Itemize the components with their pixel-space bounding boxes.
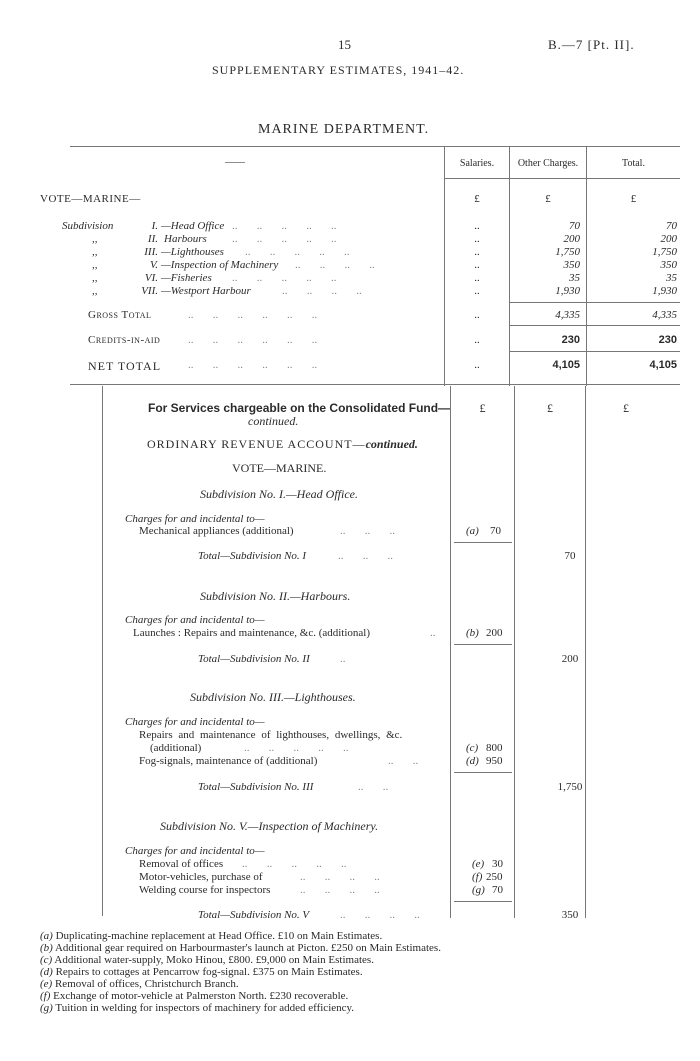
summary-row-total: 350 [660, 259, 677, 271]
footnote-mark: (c) [40, 954, 53, 966]
footnote-text: Exchange of motor-vehicle at Palmerston North. £230 recoverable. [53, 990, 349, 1002]
section-title: Subdivision No. V.—Inspection of Machinery. [160, 819, 379, 833]
gross-total-label: Gross Total [88, 309, 152, 321]
section-total-rule [454, 772, 512, 773]
summary-row-other: 350 [563, 259, 580, 271]
charge-item-amount: 70 [492, 884, 503, 896]
consolidated-fund-heading: For Services chargeable on the Consolidated Fund— [148, 401, 451, 415]
summary-bottom-rule [70, 384, 680, 385]
section-title: Subdivision No. III.—Lighthouses. [190, 690, 356, 704]
charge-item-ref: (a) [466, 525, 479, 537]
charge-item-ref: (g) [472, 884, 485, 896]
footnote [40, 978, 239, 990]
footnote-text: Tuition in welding for inspectors of machinery for added efficiency. [55, 1002, 355, 1014]
col-header-total: Total. [622, 158, 645, 169]
charge-item-ref: (e) [472, 858, 485, 870]
summary-row-other: 1,750 [555, 246, 580, 258]
footnote-text: Additional water-supply, Moko Hinou, £800. £9,000 on Main Estimates. [54, 954, 374, 966]
charge-item-ref: (b) [466, 627, 479, 639]
summary-row-other: 70 [569, 220, 580, 232]
ditto-mark: ,, [92, 259, 98, 271]
charge-item-text: Repairs and maintenance of lighthouses, dwellings, &c. [139, 729, 403, 741]
summary-row-total: 1,750 [652, 246, 677, 258]
section-total-amount: 1,750 [557, 781, 583, 793]
summary-row-other: 200 [563, 233, 580, 245]
detail-col-rule-2 [514, 386, 515, 918]
summary-row-num: I. [151, 220, 158, 232]
running-title: SUPPLEMENTARY ESTIMATES, 1941–42. [212, 63, 465, 77]
account-heading-continued: continued. [365, 437, 418, 451]
paper-reference: B.—7 [Pt. II]. [548, 37, 635, 52]
section-total-label: Total—Subdivision No. II [198, 653, 310, 665]
summary-row-total: 70 [666, 220, 677, 232]
pound-salaries: £ [474, 193, 480, 205]
ditto-mark: ,, [92, 246, 98, 258]
ditto-mark: ,, [92, 233, 98, 245]
summary-row-num: III. [144, 246, 158, 258]
summary-row-total: 200 [660, 233, 677, 245]
net-rule [509, 351, 680, 352]
leader-dots: .. .. .. .. .. [245, 246, 350, 258]
credits-in-aid-label: Credits-in-aid [88, 334, 161, 346]
charge-item-amount: 950 [486, 755, 503, 767]
account-heading [147, 437, 418, 452]
credits-other: 230 [561, 334, 580, 346]
pound-other: £ [545, 193, 551, 205]
charge-item-amount: 200 [486, 627, 503, 639]
net-total-label: NET TOTAL [88, 359, 162, 373]
charge-item-text: (additional) [150, 742, 202, 754]
col-header-dash: —— [225, 157, 245, 168]
summary-header-rule [444, 178, 680, 179]
summary-row-salaries: .. [474, 233, 480, 245]
charge-item-text: Fog-signals, maintenance of (additional) [139, 755, 318, 767]
net-total-total: 4,105 [649, 359, 677, 371]
leader-dots: .. .. .. .. [300, 871, 380, 883]
gross-total-other: 4,335 [555, 309, 580, 321]
charge-item-text: Mechanical appliances (additional) [139, 525, 294, 537]
charge-item-amount: 250 [486, 871, 503, 883]
charges-intro: Charges for and incidental to— [125, 513, 265, 525]
footnote-text: Duplicating-machine replacement at Head Office. £10 on Main Estimates. [55, 930, 383, 942]
credits-total: 230 [658, 334, 677, 346]
leader-dots: .. .. .. .. [340, 909, 420, 921]
summary-row-name: —Fisheries [161, 272, 212, 284]
summary-row-other: 35 [569, 272, 580, 284]
charge-item-ref: (d) [466, 755, 479, 767]
leader-dots: .. .. .. .. .. [244, 742, 349, 754]
charge-item-ref: (c) [466, 742, 479, 754]
col-header-other-charges: Other Charges. [517, 158, 579, 169]
leader-dots: .. .. .. .. .. [232, 233, 337, 245]
leader-dots: .. [340, 653, 346, 665]
charges-intro: Charges for and incidental to— [125, 614, 265, 626]
footnote-mark: (g) [40, 1002, 53, 1014]
footnote [40, 954, 374, 966]
page-number: 15 [338, 37, 351, 52]
footnote-mark: (a) [40, 930, 53, 942]
detail-col-rule-1 [450, 386, 451, 918]
footnote-mark: (e) [40, 978, 53, 990]
summary-top-rule [70, 146, 680, 147]
summary-row-name: —Head Office [161, 220, 225, 232]
leader-dots: .. .. .. [338, 550, 393, 562]
leader-dots: .. [430, 627, 436, 639]
leader-dots: .. .. .. .. [295, 259, 375, 271]
summary-row-total: 35 [666, 272, 677, 284]
summary-row-name: Harbours [164, 233, 207, 245]
detail-pound-1: £ [479, 401, 486, 415]
summary-row-salaries: .. [474, 259, 480, 271]
section-total-label: Total—Subdivision No. I [198, 550, 307, 562]
gross-total-total: 4,335 [652, 309, 677, 321]
footnote [40, 930, 382, 942]
footnote [40, 966, 363, 978]
section-total-label: Total—Subdivision No. III [198, 781, 314, 793]
leader-dots: .. .. .. .. [300, 884, 380, 896]
section-total-amount: 70 [564, 550, 576, 562]
charge-item-amount: 30 [492, 858, 503, 870]
summary-row-num: VII. [141, 285, 158, 297]
footnote [40, 942, 441, 954]
footnote-mark: (d) [40, 966, 53, 978]
footnote-mark: (b) [40, 942, 53, 954]
leader-dots: .. .. .. .. .. .. [188, 359, 318, 371]
leader-dots: .. .. .. .. .. [242, 858, 347, 870]
leader-dots: .. .. .. .. .. [232, 220, 337, 232]
summary-row-salaries: .. [474, 285, 480, 297]
ditto-mark: ,, [92, 285, 98, 297]
leader-dots: .. .. .. .. .. .. [188, 309, 318, 321]
charges-intro: Charges for and incidental to— [125, 845, 265, 857]
ditto-mark: ,, [92, 272, 98, 284]
detail-pound-3: £ [623, 401, 629, 415]
leader-dots: .. .. .. .. .. .. [188, 334, 318, 346]
department-title: MARINE DEPARTMENT. [258, 122, 430, 137]
leader-dots: .. .. .. [340, 525, 395, 537]
footnote-text: Removal of offices, Christchurch Branch. [54, 978, 239, 990]
charges-intro: Charges for and incidental to— [125, 716, 265, 728]
summary-row-salaries: .. [474, 220, 480, 232]
consolidated-fund-continued: continued. [248, 414, 299, 428]
detail-pound-2: £ [547, 401, 553, 415]
summary-row-num: V. [149, 259, 158, 271]
credits-salaries: .. [474, 334, 480, 346]
footnote-text: Repairs to cottages at Pencarrow fog-signal. £375 on Main Estimates. [55, 966, 363, 978]
summary-row-name: —Inspection of Machinery [161, 259, 279, 271]
leader-dots: .. .. .. .. .. [232, 272, 337, 284]
summary-row-num: II. [147, 233, 158, 245]
leader-dots: .. .. .. .. [282, 285, 362, 297]
section-total-rule [454, 644, 512, 645]
summary-row-name: —Westport Harbour [161, 285, 251, 297]
subtotal-rule [509, 302, 680, 303]
summary-row-name: —Lighthouses [161, 246, 224, 258]
detail-col-rule-3 [585, 386, 586, 918]
charge-item-text: Removal of offices [139, 858, 224, 870]
vote-label: VOTE—MARINE— [40, 193, 141, 205]
charge-item-amount: 70 [490, 525, 501, 537]
charge-item-text: Welding course for inspectors [139, 884, 271, 896]
section-title: Subdivision No. I.—Head Office. [200, 487, 358, 501]
leader-dots: .. .. [388, 755, 419, 767]
account-heading-text: ORDINARY REVENUE ACCOUNT— [147, 437, 366, 451]
detail-vote-heading: VOTE—MARINE. [232, 461, 327, 475]
section-total-amount: 350 [561, 909, 579, 921]
section-title: Subdivision No. II.—Harbours. [200, 589, 351, 603]
pound-total: £ [630, 193, 637, 205]
summary-row-total: 1,930 [652, 285, 677, 297]
net-total-other: 4,105 [552, 359, 580, 371]
summary-row-salaries: .. [474, 246, 480, 258]
detail-left-rule [102, 386, 103, 916]
col-header-salaries: Salaries. [459, 158, 495, 169]
gross-total-salaries: .. [474, 309, 480, 321]
credits-rule [509, 325, 680, 326]
footnote-mark: (f) [40, 990, 51, 1002]
summary-row-salaries: .. [474, 272, 480, 284]
section-total-amount: 200 [561, 653, 579, 665]
charge-item-text: Launches : Repairs and maintenance, &c. (additional) [133, 627, 371, 639]
summary-row-num: VI. [144, 272, 158, 284]
footnote-text: Additional gear required on Harbourmaster's launch at Picton. £250 on Main Estimates. [54, 942, 441, 954]
charge-item-text: Motor-vehicles, purchase of [139, 871, 263, 883]
section-total-rule [454, 901, 512, 902]
charge-item-ref: (f) [472, 871, 483, 883]
charge-item-amount: 800 [486, 742, 503, 754]
subdivision-prefix: Subdivision [62, 220, 114, 232]
leader-dots: .. .. [358, 781, 389, 793]
section-total-label: Total—Subdivision No. V [198, 909, 310, 921]
summary-row-other: 1,930 [555, 285, 580, 297]
footnote [40, 990, 348, 1002]
footnote [40, 1002, 354, 1014]
net-total-salaries: .. [474, 359, 480, 371]
section-total-rule [454, 542, 512, 543]
